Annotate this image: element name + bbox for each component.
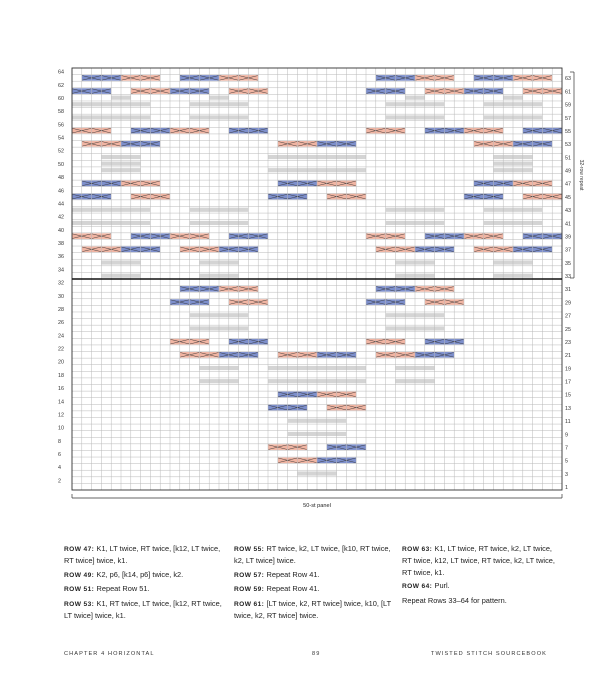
instruction-text: Repeat Row 41. [266, 569, 320, 579]
right-row-number: 9 [565, 432, 568, 439]
right-row-number: 17 [565, 379, 571, 386]
right-row-number: 45 [565, 194, 571, 201]
footer-page-number: 89 [312, 651, 321, 657]
instruction-col3-0 [402, 543, 562, 578]
right-row-number: 21 [565, 353, 571, 360]
instruction-row-label: ROW 53: [64, 600, 97, 608]
instruction-col1-1 [64, 569, 224, 581]
left-row-number: 24 [58, 333, 64, 340]
instruction-text: K1, LT twice, RT twice, k2, LT twice, RT twice, k12, LT twice, RT twice, k2, LT twice, RT twice, k1. [402, 544, 555, 577]
instruction-col3-1 [402, 580, 562, 592]
left-row-number: 52 [58, 148, 64, 155]
left-row-number: 2 [58, 478, 61, 485]
footer-book-title: TWISTED STITCH SOURCEBOOK [430, 651, 547, 657]
left-row-number: 38 [58, 241, 64, 248]
left-row-number: 50 [58, 161, 64, 168]
right-row-number: 39 [565, 234, 571, 241]
right-row-number: 41 [565, 221, 571, 228]
right-row-number: 23 [565, 339, 571, 346]
left-row-number: 42 [58, 214, 64, 221]
right-row-number: 59 [565, 102, 571, 109]
left-row-number: 48 [58, 175, 64, 182]
left-row-number: 46 [58, 188, 64, 195]
right-row-numbers [565, 76, 571, 491]
instruction-row-label: ROW 51: [64, 586, 97, 594]
left-row-number: 20 [58, 359, 64, 366]
repeat-label: 32-row repeat [578, 159, 584, 191]
right-row-number: 19 [565, 366, 571, 373]
left-row-number: 14 [58, 399, 64, 406]
right-row-number: 29 [565, 300, 571, 307]
left-row-numbers [58, 70, 64, 485]
instruction-text: Purl. [434, 581, 450, 591]
instruction-col1-2 [64, 583, 224, 595]
right-row-number: 33 [565, 274, 571, 280]
instruction-text: Repeat Row 41. [266, 584, 320, 594]
instruction-col3-2 [402, 595, 562, 606]
left-row-number: 34 [58, 267, 64, 274]
instruction-text: Repeat Rows 33–64 for pattern. [402, 595, 507, 605]
instruction-row-label: ROW 47: [64, 546, 97, 553]
instruction-row-label: ROW 64: [402, 583, 435, 591]
instruction-row-label: ROW 63: [402, 546, 435, 553]
right-row-number: 43 [565, 208, 571, 215]
left-row-number: 40 [58, 227, 64, 234]
instruction-col2-2 [234, 583, 394, 595]
left-row-number: 30 [58, 293, 64, 300]
instructions-col-2 [234, 543, 394, 623]
instruction-text: Repeat Row 51. [96, 584, 150, 594]
left-row-number: 6 [58, 452, 61, 459]
right-row-number: 63 [565, 76, 571, 83]
left-row-number: 62 [58, 82, 64, 89]
instruction-col1-0 [64, 543, 224, 567]
left-row-number: 8 [58, 438, 61, 445]
instructions-col-3 [402, 543, 562, 608]
right-row-number: 47 [565, 181, 571, 188]
right-row-number: 25 [565, 326, 571, 333]
instruction-col2-3 [234, 598, 394, 622]
right-row-number: 53 [565, 142, 571, 149]
right-row-number: 11 [565, 419, 571, 426]
right-row-number: 35 [565, 260, 571, 267]
right-row-number: 37 [565, 247, 571, 254]
instruction-text: K1, RT twice, LT twice, [k12, RT twice, LT twice] twice, k1. [64, 598, 222, 621]
right-row-number: 49 [565, 168, 571, 175]
left-row-number: 56 [58, 122, 64, 129]
left-row-number: 32 [58, 280, 64, 287]
left-row-number: 36 [58, 254, 64, 261]
right-row-number: 51 [565, 155, 571, 162]
left-row-number: 58 [58, 109, 64, 116]
left-row-number: 10 [58, 425, 64, 432]
instruction-row-label: ROW 59: [234, 586, 267, 594]
instruction-row-label: ROW 57: [234, 571, 267, 579]
left-row-number: 16 [58, 386, 64, 393]
right-row-number: 5 [565, 458, 568, 465]
left-row-number: 44 [58, 201, 64, 208]
instruction-row-label: ROW 55: [234, 546, 267, 553]
left-row-number: 18 [58, 372, 64, 379]
right-row-number: 1 [565, 485, 568, 491]
instruction-text: K2, p6, [k14, p6] twice, k2. [96, 569, 184, 579]
right-row-number: 15 [565, 392, 571, 399]
right-row-number: 13 [565, 405, 571, 412]
instruction-text: RT twice, k2, LT twice, [k10, RT twice, k2, LT twice] twice. [234, 544, 391, 566]
right-row-number: 3 [565, 471, 568, 478]
right-row-number: 7 [565, 445, 568, 452]
right-row-number: 55 [565, 128, 571, 135]
left-row-number: 28 [58, 306, 64, 313]
left-row-number: 22 [58, 346, 64, 353]
instruction-row-label: ROW 49: [64, 571, 97, 579]
instruction-col2-0 [234, 543, 394, 567]
left-row-number: 54 [58, 135, 64, 142]
left-row-number: 26 [58, 320, 64, 327]
right-row-number: 27 [565, 313, 571, 320]
repeat-bracket [570, 72, 584, 278]
left-row-number: 64 [58, 69, 64, 76]
footer-chapter: CHAPTER 4 HORIZONTAL [64, 651, 155, 657]
instruction-col1-3 [64, 598, 224, 622]
panel-bracket [72, 494, 562, 509]
instruction-text: [LT twice, k2, RT twice] twice, k10, [LT twice, k2, RT twice] twice. [234, 598, 391, 621]
instruction-text: K1, LT twice, RT twice, [k12, LT twice, RT twice] twice, k1. [64, 544, 221, 566]
right-row-number: 31 [565, 287, 571, 294]
instruction-col2-1 [234, 569, 394, 581]
panel-label: 50-st panel [303, 503, 331, 509]
instruction-row-label: ROW 61: [234, 600, 267, 608]
right-row-number: 57 [565, 115, 571, 122]
left-row-number: 60 [58, 95, 64, 102]
left-row-number: 4 [58, 465, 61, 472]
instructions-col-1 [64, 543, 224, 623]
right-row-number: 61 [565, 89, 571, 96]
left-row-number: 12 [58, 412, 64, 419]
